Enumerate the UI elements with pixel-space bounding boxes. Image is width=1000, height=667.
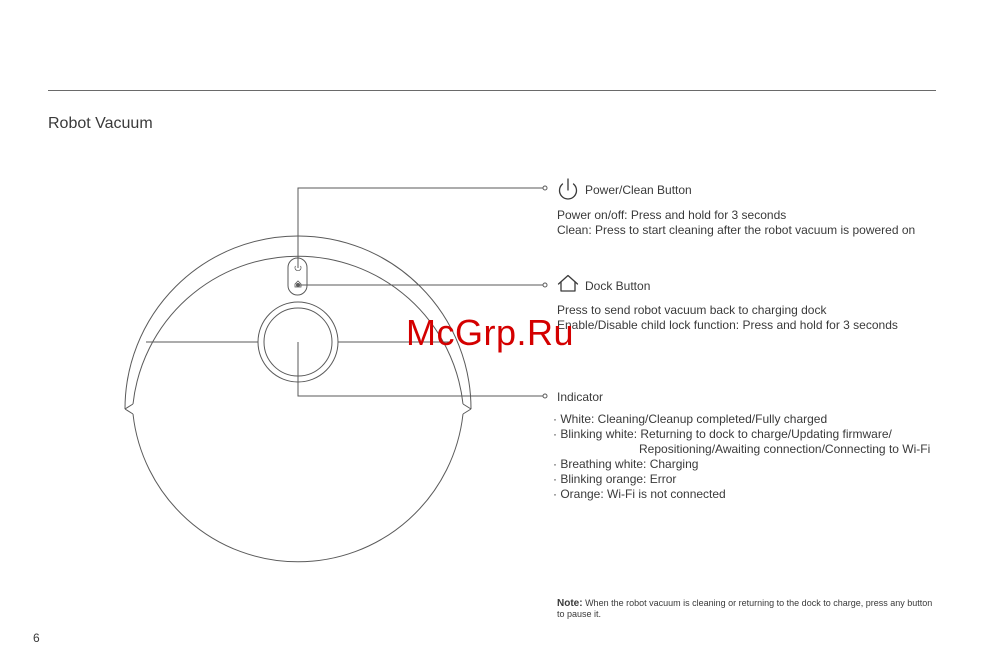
indicator-item: · Blinking orange: Error bbox=[553, 472, 677, 486]
note-text: When the robot vacuum is cleaning or returning to the dock to charge, press any button to pause it. bbox=[557, 598, 933, 619]
leader-power bbox=[298, 188, 544, 268]
indicator-item: · Blinking white: Returning to dock to charge/Updating firmware/ bbox=[553, 427, 892, 441]
power-button-title: Power/Clean Button bbox=[585, 183, 692, 197]
dock-button-title: Dock Button bbox=[585, 279, 651, 293]
note bbox=[557, 598, 937, 619]
home-icon bbox=[559, 276, 578, 292]
indicator-title: Indicator bbox=[557, 390, 604, 404]
indicator-item: · White: Cleaning/Cleanup completed/Fully charged bbox=[553, 412, 828, 426]
indicator-item: · Breathing white: Charging bbox=[553, 457, 699, 471]
vacuum-outer-body-lower bbox=[125, 404, 471, 414]
page-number: 6 bbox=[33, 631, 40, 645]
dock-line-1: Press to send robot vacuum back to charging dock bbox=[557, 303, 827, 317]
pod-power-icon bbox=[295, 264, 301, 271]
dock-line-2: Enable/Disable child lock function: Press and hold for 3 seconds bbox=[557, 318, 898, 332]
indicator-list bbox=[553, 412, 930, 502]
power-icon bbox=[560, 179, 577, 199]
power-line-2: Clean: Press to start cleaning after the robot vacuum is powered on bbox=[557, 223, 916, 237]
watermark: McGrp.Ru bbox=[406, 312, 575, 353]
section-title: Robot Vacuum bbox=[48, 115, 153, 132]
power-line-1: Power on/off: Press and hold for 3 seconds bbox=[557, 208, 787, 222]
power-button-description bbox=[557, 208, 915, 238]
note-label: Note: bbox=[557, 598, 583, 609]
dock-button-description bbox=[557, 303, 898, 333]
indicator-item-continued: Repositioning/Awaiting connection/Connecting to Wi-Fi bbox=[639, 442, 931, 456]
indicator-item: · Orange: Wi-Fi is not connected bbox=[553, 487, 726, 501]
